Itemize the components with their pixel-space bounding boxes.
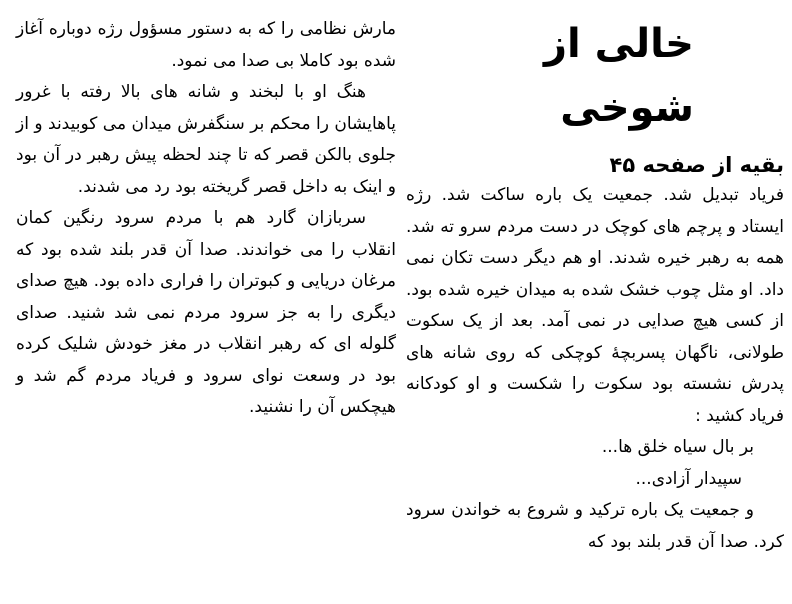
left-paragraph-3: سربازان گارد هم با مردم سرود رنگین کمان انقلاب را می خواندند. صدا آن قدر بلند شده بود که مرغان دریایی و کبوتران را فراری داده بود. هیچ صدای دیگری را به جز سرود مردم نمی شد شنید. صدای گلوله ای که رهبر انقلاب در مغز خودش شلیک کرده بود در وسعت نوای سرود و فریاد مردم گم شد و هیچکس آن را نشنید.: [16, 208, 396, 417]
continued-from-label: بقیه از صفحه ۴۵: [609, 153, 784, 177]
left-paragraph-1: مارش نظامی را که به دستور مسؤول رژه دوباره آغاز شده بود کاملا بی صدا می نمود.: [16, 19, 396, 71]
right-column: [406, 0, 784, 558]
right-paragraph-1: فریاد تبدیل شد. جمعیت یک باره ساکت شد. رژه ایستاد و پرچم های کوچک در دست مردم سرو ته شد. همه به رهبر خیره شدند. او هم دیگر دست تکان نمی داد. او مثل چوب خشک شده به میدان خیره شده بود. از کسی هیچ صدایی در نمی آمد. بعد از یک سکوت طولانی، ناگهان پسربچهٔ کوچکی که روی شانه های پدرش نشسته بود سکوت را شکست و او کودکانه فریاد کشید :: [406, 185, 784, 426]
article-title: خالی از شوخی: [544, 21, 694, 131]
left-column: [16, 14, 396, 424]
verse-line-1: بر بال سیاه خلق ها...: [601, 437, 754, 457]
left-paragraph-2: هنگ او با لبخند و شانه های بالا رفته با غرور پاهایشان را محکم بر سنگفرش میدان می کوبیدند و از جلوی بالکن قصر که تا چند لحظه پیش رهبر در آن بود و اینک به داخل قصر گریخته بود رد می شدند.: [16, 82, 396, 197]
verse-line-2: سپیدار آزادی...: [635, 468, 742, 489]
right-paragraph-2: و جمعیت یک باره ترکید و شروع به خواندن سرود کرد. صدا آن قدر بلند بود که: [406, 500, 784, 552]
